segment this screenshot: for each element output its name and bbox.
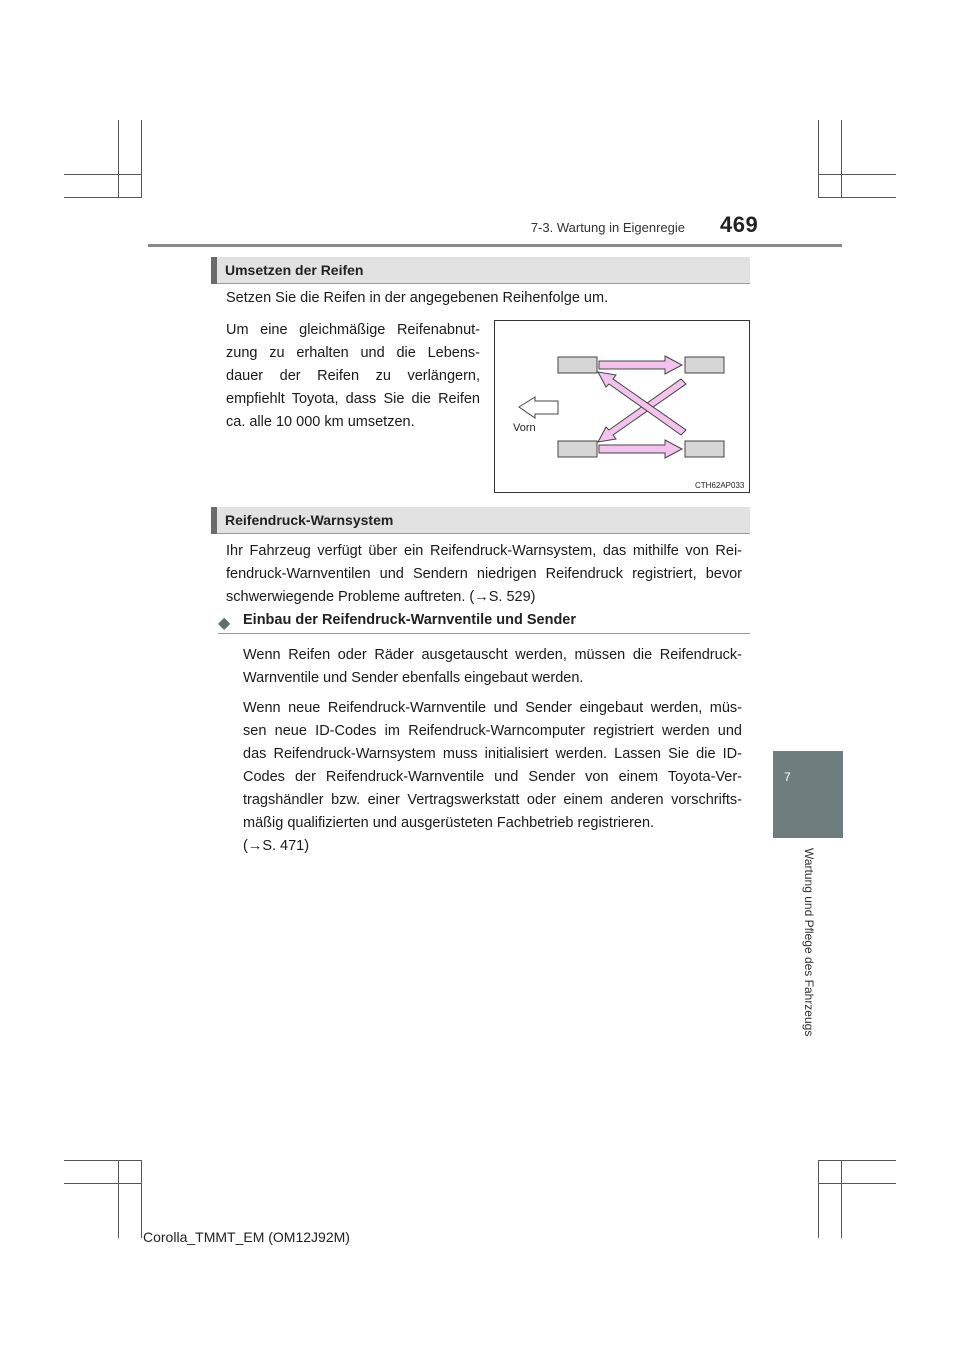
figure-code: CTH62AP033 — [695, 481, 745, 490]
text-line: Um eine gleichmäßige Reifenabnut- — [226, 322, 480, 338]
crop-mark — [841, 120, 842, 198]
section-heading-bar — [211, 257, 217, 284]
chapter-tab-number: 7 — [784, 770, 791, 784]
text-line: dauer der Reifen zu verlängern, — [226, 368, 480, 384]
tire-rotation-intro: Setzen Sie die Reifen in der angegebenen Reihenfolge um. — [226, 290, 609, 306]
arrow-front-right-to-rear-left — [598, 379, 686, 442]
tire-rotation-diagram — [494, 320, 750, 493]
crop-mark — [141, 1160, 142, 1238]
tire-front-right — [685, 357, 724, 373]
subsection-heading-text: Einbau der Reifendruck-Warnventile und Sender — [243, 612, 577, 628]
crop-mark — [118, 120, 119, 198]
text-line: sen neue ID-Codes im Reifendruck-Warncomputer registriert werden und — [243, 723, 742, 739]
text-line: Ihr Fahrzeug verfügt über ein Reifendruck-Warnsystem, das mithilfe von Rei- — [226, 543, 742, 559]
page-reference-link[interactable]: (→S. 471) — [243, 838, 310, 854]
text-line: das Reifendruck-Warnsystem muss initialisiert werden. Lassen Sie die ID- — [243, 746, 742, 762]
crop-mark — [64, 1183, 142, 1184]
text-line: zung zu erhalten und die Lebens- — [226, 345, 480, 361]
text-line: Wenn Reifen oder Räder ausgetauscht werden, müssen die Reifendruck- — [243, 647, 742, 663]
crop-mark — [64, 197, 142, 198]
crop-mark — [141, 120, 142, 198]
arrow-rear-left-to-rear-right — [599, 440, 682, 458]
crop-mark — [818, 174, 896, 175]
section-heading-text: Reifendruck-Warnsystem — [225, 512, 394, 528]
text-line: Wenn neue Reifendruck-Warnventile und Sender eingebaut werden, müs- — [243, 700, 742, 716]
text-line: fendruck-Warnventilen und Sendern niedrigen Reifendruck registriert, bevor — [226, 566, 742, 582]
front-direction-arrow-icon — [519, 397, 558, 418]
section-heading-text: Umsetzen der Reifen — [225, 262, 364, 278]
crop-mark — [818, 1183, 896, 1184]
crop-mark — [818, 1160, 819, 1238]
chapter-tab — [773, 751, 843, 838]
tire-rear-left — [558, 441, 597, 457]
diamond-bullet-icon: ◆ — [218, 615, 231, 632]
text-line: mäßig qualifizierten und ausgerüsteten Fachbetrieb registrieren. — [243, 815, 655, 831]
tire-rotation-svg — [495, 321, 749, 492]
section-heading-tpms — [211, 507, 750, 534]
document-code: Corolla_TMMT_EM (OM12J92M) — [143, 1229, 350, 1245]
tire-front-left — [558, 357, 597, 373]
text-line: schwerwiegende Probleme auftreten. (→S. 529) — [226, 589, 536, 605]
crop-mark — [64, 1160, 142, 1161]
arrow-front-left-to-front-right — [599, 356, 682, 374]
subsection-heading-installation — [218, 611, 750, 634]
text-line: Codes der Reifendruck-Warnventile und Sender von einem Toyota-Ver- — [243, 769, 742, 785]
text-line: ca. alle 10 000 km umsetzen. — [226, 414, 415, 430]
text-line: empfiehlt Toyota, dass Sie die Reifen — [226, 391, 480, 407]
chapter-section-title: 7-3. Wartung in Eigenregie — [530, 220, 685, 235]
tire-rear-right — [685, 441, 724, 457]
text-line: tragshändler bzw. einer Vertragswerkstatt oder einem anderen vorschrifts- — [243, 792, 742, 808]
section-heading-tire-rotation — [211, 257, 750, 284]
crop-mark — [118, 1160, 119, 1238]
text-line: Warnventile und Sender ebenfalls eingebaut werden. — [243, 670, 584, 686]
crop-mark — [841, 1160, 842, 1238]
chapter-side-title: Wartung und Pflege des Fahrzeugs — [802, 848, 816, 1037]
crop-mark — [818, 1160, 896, 1161]
front-label: Vorn — [513, 422, 536, 434]
section-heading-bar — [211, 507, 217, 534]
crop-mark — [64, 174, 142, 175]
crop-mark — [818, 120, 819, 198]
page-number: 469 — [720, 212, 759, 237]
header-divider — [148, 244, 842, 247]
crop-mark — [818, 197, 896, 198]
arrow-rear-right-to-front-left — [598, 372, 686, 435]
